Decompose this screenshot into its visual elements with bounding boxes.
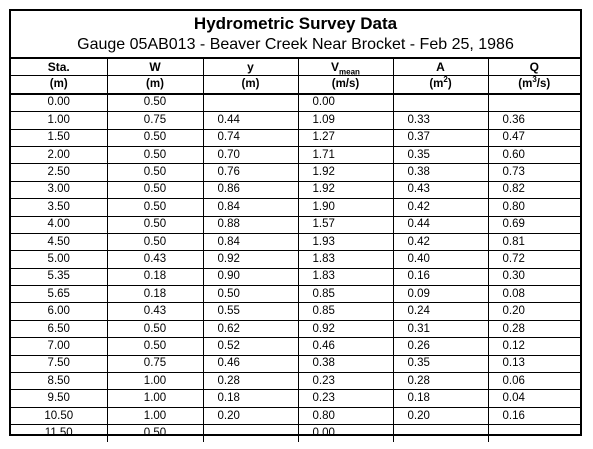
unit-cell [298,76,393,94]
page-subtitle: Gauge 05AB013 - Beaver Creek Near Brocket - Feb 25, 1986 [77,36,514,53]
table-cell: 0.52 [203,338,298,355]
table-cell: 0.81 [488,233,580,250]
table-cell: 0.75 [107,355,203,372]
table-cell: 0.47 [488,129,580,146]
table-cell: 10.50 [11,407,107,424]
table-cell: 0.43 [107,303,203,320]
table-cell: 0.69 [488,216,580,233]
table-cell: 0.28 [488,320,580,337]
table-cell: 0.20 [488,303,580,320]
units-row [11,76,580,94]
table-cell: 0.86 [203,181,298,198]
table-cell: 0.09 [393,286,488,303]
table-cell: 0.35 [393,355,488,372]
table-row [11,320,580,337]
table-cell: 2.50 [11,164,107,181]
table-cell: 0.18 [107,286,203,303]
unit-text: (m [518,78,533,91]
page-title: Hydrometric Survey Data [193,14,398,33]
table-cell: 0.37 [393,129,488,146]
table-row [11,268,580,285]
table-cell: 0.82 [488,181,580,198]
table-cell: 1.92 [298,181,393,198]
table-cell: 9.50 [11,390,107,407]
table-cell: 0.38 [393,164,488,181]
table-cell [393,94,488,112]
table-row [11,251,580,268]
table-row [11,303,580,320]
table-cell: 1.09 [298,112,393,129]
column-header-label: y [247,59,254,74]
table-cell: 0.60 [488,146,580,163]
table-cell: 1.00 [107,390,203,407]
table-cell: 0.28 [203,373,298,390]
table-row [11,112,580,129]
table-cell: 0.16 [393,268,488,285]
unit-text: (m/s) [331,78,360,91]
unit-cell [107,76,203,94]
table-cell: 0.72 [488,251,580,268]
table-cell: 0.50 [107,199,203,216]
column-header [393,59,488,76]
table-cell: 0.92 [298,320,393,337]
column-header [488,59,580,76]
table-cell: 0.50 [203,286,298,303]
table-cell: 0.50 [107,146,203,163]
column-header-label: Q [529,59,539,74]
table-cell: 0.70 [203,146,298,163]
table-cell: 1.00 [11,112,107,129]
unit-text: (m [429,78,444,91]
table-cell: 0.46 [298,338,393,355]
table-cell: 0.84 [203,199,298,216]
table-cell: 1.00 [107,373,203,390]
table-cell [203,94,298,112]
table-cell: 0.84 [203,233,298,250]
table-cell: 0.04 [488,390,580,407]
table-cell [393,425,488,442]
table-cell: 0.46 [203,355,298,372]
table-cell: 0.50 [107,129,203,146]
table-row [11,199,580,216]
table-cell: 1.00 [107,407,203,424]
table-cell: 0.73 [488,164,580,181]
table-cell: 0.50 [107,320,203,337]
table-cell: 0.26 [393,338,488,355]
table-row [11,146,580,163]
survey-table [11,59,580,442]
header-row [11,59,580,76]
table-cell: 0.23 [298,373,393,390]
column-header [11,59,107,76]
table-cell: 1.90 [298,199,393,216]
table-cell: 3.50 [11,199,107,216]
table-cell: 0.30 [488,268,580,285]
table-cell: 7.50 [11,355,107,372]
table-cell: 1.71 [298,146,393,163]
table-cell: 0.50 [107,338,203,355]
table-cell: 0.85 [298,303,393,320]
table-row [11,164,580,181]
table-cell: 1.83 [298,251,393,268]
table-cell [488,94,580,112]
table-cell: 5.35 [11,268,107,285]
table-cell [488,425,580,442]
table-cell: 0.36 [488,112,580,129]
table-cell: 1.57 [298,216,393,233]
table-cell: 0.28 [393,373,488,390]
table-row [11,181,580,198]
table-cell: 0.75 [107,112,203,129]
survey-data-sheet [9,9,582,439]
table-row [11,355,580,372]
table-row [11,129,580,146]
table-cell: 0.43 [107,251,203,268]
table-cell: 0.55 [203,303,298,320]
table-row [11,373,580,390]
table-cell: 1.93 [298,233,393,250]
table-cell: 0.50 [107,181,203,198]
table-cell: 0.18 [203,390,298,407]
column-header-label: Sta. [47,59,70,74]
table-cell: 3.00 [11,181,107,198]
column-header-label: V [331,59,340,74]
table-cell: 0.12 [488,338,580,355]
unit-superscript: 2 [443,75,448,85]
table-cell: 0.33 [393,112,488,129]
table-cell: 0.38 [298,355,393,372]
column-header [107,59,203,76]
table-cell: 0.42 [393,233,488,250]
table-row [11,338,580,355]
table-cell: 0.74 [203,129,298,146]
table-cell: 0.18 [393,390,488,407]
unit-cell [203,76,298,94]
table-row [11,233,580,250]
table-cell: 5.65 [11,286,107,303]
table-cell: 0.00 [298,94,393,112]
table-cell: 0.80 [488,199,580,216]
table-cell: 0.00 [11,94,107,112]
table-cell: 6.50 [11,320,107,337]
column-header-label: A [436,59,445,74]
table-cell: 0.40 [393,251,488,268]
table-cell: 0.44 [393,216,488,233]
column-header-subscript: mean [339,67,360,76]
table-row [11,94,580,112]
table-cell: 8.50 [11,373,107,390]
table-cell: 0.80 [298,407,393,424]
table-cell [203,425,298,442]
table-row [11,216,580,233]
table-row [11,286,580,303]
unit-text-suffix: /s) [536,78,551,91]
table-cell: 1.83 [298,268,393,285]
table-row [11,425,580,442]
table-cell: 0.44 [203,112,298,129]
table-cell: 0.62 [203,320,298,337]
table-cell: 11.50 [11,425,107,442]
table-cell: 0.16 [488,407,580,424]
unit-cell [393,76,488,94]
table-cell: 6.00 [11,303,107,320]
table-cell: 0.50 [107,233,203,250]
unit-cell [488,76,580,94]
table-cell: 2.00 [11,146,107,163]
title-block [11,11,580,59]
table-cell: 4.50 [11,233,107,250]
table-cell: 0.76 [203,164,298,181]
table-cell: 0.50 [107,216,203,233]
table-cell: 0.31 [393,320,488,337]
table-cell: 0.35 [393,146,488,163]
table-cell: 1.27 [298,129,393,146]
table-cell: 0.50 [107,94,203,112]
table-cell: 0.92 [203,251,298,268]
column-header [298,59,393,76]
table-cell: 0.43 [393,181,488,198]
table-cell: 0.08 [488,286,580,303]
unit-cell [11,76,107,94]
table-cell: 0.24 [393,303,488,320]
table-row [11,407,580,424]
table-cell: 0.85 [298,286,393,303]
table-cell: 0.18 [107,268,203,285]
table-cell: 0.13 [488,355,580,372]
unit-text: (m) [241,78,260,91]
table-cell: 1.50 [11,129,107,146]
table-cell: 7.00 [11,338,107,355]
unit-text-suffix: ) [447,78,452,91]
table-cell: 0.23 [298,390,393,407]
table-cell: 0.20 [393,407,488,424]
table-cell: 0.20 [203,407,298,424]
table-cell: 5.00 [11,251,107,268]
unit-text: (m) [49,78,68,91]
table-cell: 4.00 [11,216,107,233]
table-cell: 0.50 [107,425,203,442]
table-cell: 0.50 [107,164,203,181]
table-cell: 1.92 [298,164,393,181]
table-cell: 0.06 [488,373,580,390]
unit-text: (m) [146,78,164,91]
unit-superscript: 3 [532,75,537,85]
table-cell: 0.42 [393,199,488,216]
table-row [11,390,580,407]
table-cell: 0.88 [203,216,298,233]
column-header-label: W [149,59,161,74]
table-cell: 0.00 [298,425,393,442]
column-header [203,59,298,76]
table-cell: 0.90 [203,268,298,285]
